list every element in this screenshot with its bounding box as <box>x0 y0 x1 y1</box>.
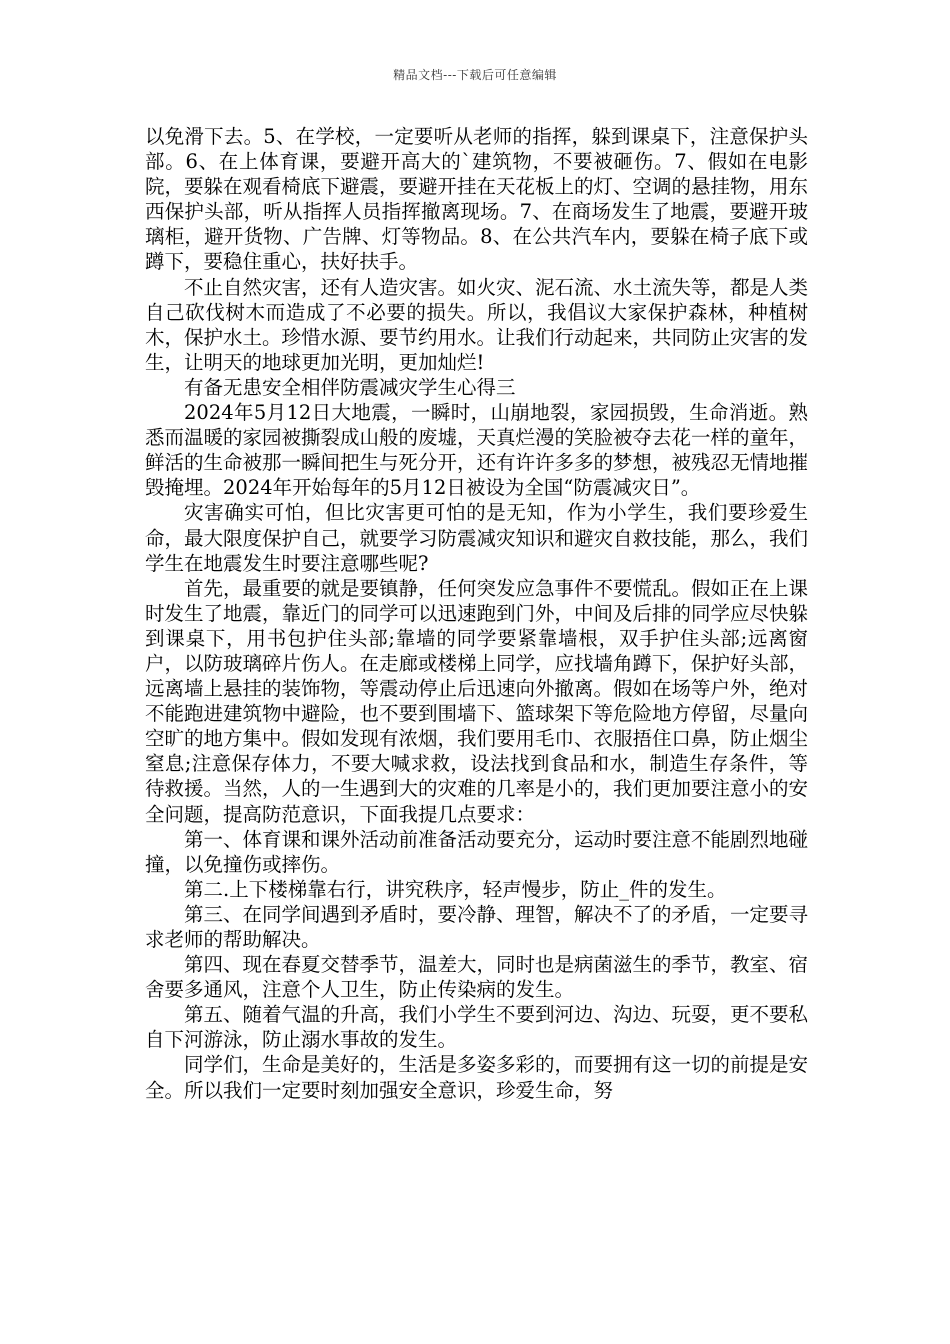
paragraph-11: 第五、随着气温的升高，我们小学生不要到河边、沟边、玩耍，更不要私自下河游泳，防止溺水事故的发生。 <box>145 1003 809 1052</box>
page-header: 精品文档---下载后可任意编辑 <box>393 68 557 82</box>
paragraph-9: 第三、在同学间遇到矛盾时，要冷静、理智，解决不了的矛盾，一定要寻求老师的帮助解决。 <box>145 902 809 951</box>
paragraph-2: 不止自然灾害，还有人造灾害。如火灾、泥石流、水土流失等，都是人类自己砍伐树木而造成了不必要的损失。所以，我倡议大家保护森林，种植树木，保护水土。珍惜水源、要节约用水。让我们行动起来，共同防止灾害的发生，让明天的地球更加光明，更加灿烂! <box>145 275 809 374</box>
paragraph-10: 第四、现在春夏交替季节，温差大，同时也是病菌滋生的季节，教室、宿舍要多通风，注意个人卫生，防止传染病的发生。 <box>145 953 809 1002</box>
paragraph-4: 2024年5月12日大地震，一瞬时，山崩地裂，家园损毁，生命消逝。熟悉而温暖的家园被撕裂成山般的废墟，天真烂漫的笑脸被夺去花一样的童年，鲜活的生命被那一瞬间把生与死分开，还有许许多多的梦想，被残忍无情地摧毁掩埋。2024年开始每年的5月12日被设为全国“防震减灾日”。 <box>145 401 809 500</box>
paragraph-6: 首先，最重要的就是要镇静，任何突发应急事件不要慌乱。假如正在上课时发生了地震，靠近门的同学可以迅速跑到门外，中间及后排的同学应尽快躲到课桌下，用书包护住头部;靠墙的同学要紧靠墙根，双手护住头部;远离窗户，以防玻璃碎片伤人。在走廊或楼梯上同学，应找墙角蹲下，保护好头部，远离墙上悬挂的装饰物，等震动停止后迅速向外撤离。假如在场等户外，绝对不能跑进建筑物中避险，也不要到围墙下、篮球架下等危险地方停留，尽量向空旷的地方集中。假如发现有浓烟，我们要用毛巾、衣服捂住口鼻，防止烟尘窒息;注意保存体力，不要大喊求救，设法找到食品和水，制造生存条件，等待救援。当然，人的一生遇到大的灾难的几率是小的，我们更加要注意小的安全问题，提高防范意识，下面我提几点要求： <box>145 576 809 826</box>
paragraph-12: 同学们，生命是美好的，生活是多姿多彩的，而要拥有这一切的前提是安全。所以我们一定要时刻加强安全意识，珍爱生命，努 <box>145 1053 809 1102</box>
paragraph-5: 灾害确实可怕，但比灾害更可怕的是无知，作为小学生，我们要珍爱生命，最大限度保护自己，就要学习防震减灾知识和避灾自救技能，那么，我们学生在地震发生时要注意哪些呢? <box>145 501 809 575</box>
paragraph-1: 以免滑下去。5、在学校，一定要听从老师的指挥，躲到课桌下，注意保护头部。6、在上体育课，要避开高大的`建筑物，不要被砸伤。7、假如在电影院，要躲在观看椅底下避震，要避开挂在天花板上的灯、空调的悬挂物，用东西保护头部，听从指挥人员指挥撤离现场。7、在商场发生了地震，要避开玻璃柜，避开货物、广告牌、灯等物品。8、在公共汽车内，要躲在椅子底下或蹲下，要稳住重心，扶好扶手。 <box>145 125 809 274</box>
paragraph-7: 第一、体育课和课外活动前准备活动要充分，运动时要注意不能剧烈地碰撞，以免撞伤或摔伤。 <box>145 827 809 876</box>
section-title: 有备无患安全相伴防震减灾学生心得三 <box>184 375 516 399</box>
document-body <box>145 124 808 1103</box>
paragraph-8: 第二.上下楼梯靠右行，讲究秩序，轻声慢步，防止_件的发生。 <box>184 877 727 901</box>
